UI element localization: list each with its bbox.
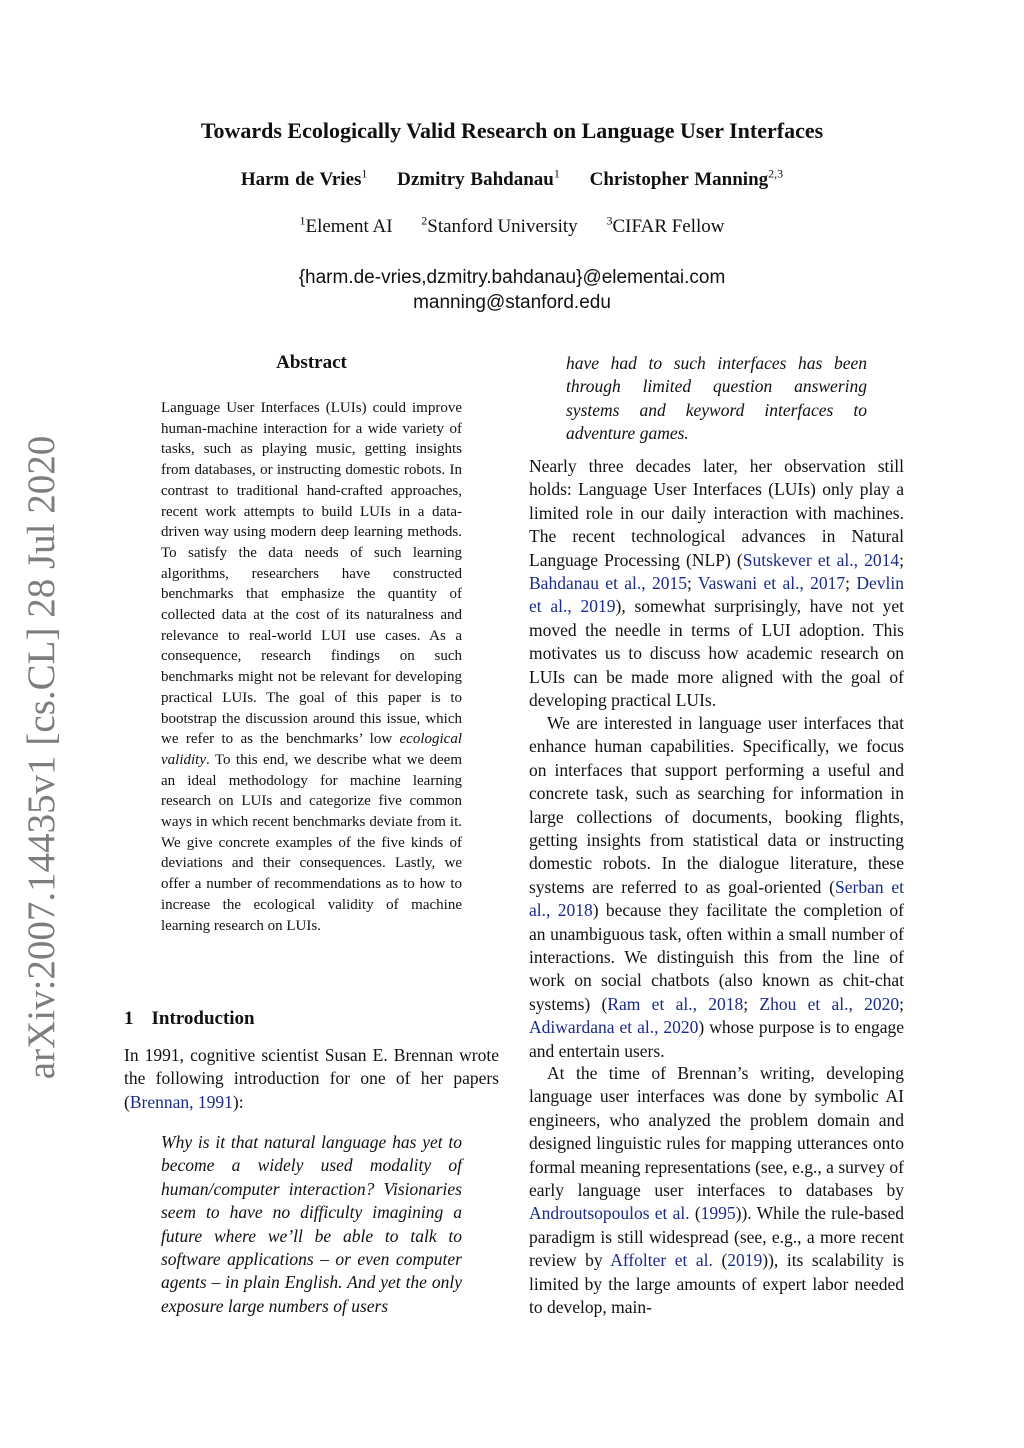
email-line: manning@stanford.edu: [413, 292, 611, 313]
author-emails: [0, 265, 1024, 315]
affiliation: $^1$Element AI: [299, 213, 393, 237]
author-name: Dzmitry Bahdanau$^1$: [397, 166, 560, 190]
email-line: {harm.de-vries,dzmitry.bahdanau}@elementai.com: [298, 267, 726, 288]
citation-link[interactable]: Devlin et al., 2019: [529, 573, 905, 617]
citation-link[interactable]: Bahdanau et al., 2015: [529, 573, 687, 594]
body-paragraph: Nearly three decades later, her observation still holds: Language User Interfaces (LUIs) only play a limited role in our daily interaction with machines. The recent technological advances in Natural Language Processing (NLP) (Sutskever et al., 2014; Bahdanau et al., 2015; Vaswani et al., 2017; Devlin et al., 2019), somewhat surprisingly, have not yet moved the needle in terms of LUI adoption. This motivates us to discuss how academic research on LUIs can be made more aligned with the goal of developing practical LUIs.: [529, 456, 905, 711]
section-heading: 1 Introduction: [124, 1008, 255, 1029]
citation-link[interactable]: Brennan, 1991: [129, 1091, 233, 1112]
emphasis-text: ecological validity: [161, 731, 462, 768]
body-paragraph: We are interested in language user interfaces that enhance human capabilities. Specifically, we focus on interfaces that support performing a useful and concrete task, such as searching for information in large collections of documents, booking flights, getting insights from statistical data or instructing domestic robots. In the dialogue literature, these systems are referred to as goal-oriented (Serban et al., 2018) because they facilitate the completion of an unambiguous task, often within a small number of interactions. We distinguish this from the line of work on social chatbots (also known as chit-chat systems) (Ram et al., 2018; Zhou et al., 2020; Adiwardana et al., 2020) whose purpose is to engage and entertain users.: [529, 713, 905, 1061]
citation-link[interactable]: Ram et al., 2018: [607, 993, 744, 1014]
intro-paragraph: In 1991, cognitive scientist Susan E. Brennan wrote the following introduction for one of her papers (Brennan, 1991):: [124, 1045, 499, 1112]
affiliation: $^3$CIFAR Fellow: [606, 213, 725, 237]
citation-link[interactable]: Zhou et al., 2020: [759, 993, 900, 1014]
citation-link[interactable]: Vaswani et al., 2017: [697, 573, 846, 594]
body-paragraph: At the time of Brennan’s writing, developing language user interfaces was done by symbolic AI engineers, who analyzed the problem domain and designed linguistic rules for mapping utterances onto formal meaning representations (see, e.g., a survey of early language user interfaces to databases by Androutsopoulos et al. (1995)). While the rule-based paradigm is still widespread (see, e.g., a more recent review by Affolter et al. (2019)), its scalability is limited by the large amounts of expert labor needed to develop, main-: [529, 1063, 905, 1318]
block-quote-part2: have had to such interfaces has been through limited question answering systems and keyword interfaces to adventure games.: [566, 353, 867, 444]
abstract-heading: Abstract: [276, 352, 347, 373]
author-name: Harm de Vries$^1$: [240, 166, 368, 190]
affiliation-list: [0, 213, 1024, 238]
paper-title: Towards Ecologically Valid Research on Language User Interfaces: [200, 118, 824, 143]
author-list: [0, 166, 1024, 191]
citation-link[interactable]: Adiwardana et al., 2020: [529, 1017, 699, 1038]
citation-link[interactable]: 2019: [727, 1250, 763, 1271]
citation-link[interactable]: Sutskever et al., 2014: [742, 549, 900, 570]
citation-link[interactable]: Androutsopoulos et al.: [529, 1203, 690, 1224]
citation-link[interactable]: Affolter et al.: [610, 1250, 713, 1271]
arxiv-identifier-stamp: arXiv:2007.14435v1 [cs.CL] 28 Jul 2020: [20, 435, 64, 1079]
abstract-body: Language User Interfaces (LUIs) could improve human-machine interaction for a wide variety of tasks, such as playing music, getting insights from databases, or instructing domestic robots. In contrast to traditional hand-crafted approaches, recent work attempts to build LUIs in a data-driven way using modern deep learning methods. To satisfy the data needs of such learning algorithms, researchers have constructed benchmarks that emphasize the quantity of collected data at the cost of its naturalness and relevance to real-world LUI use cases. As a consequence, research findings on such benchmarks might not be relevant for developing practical LUIs. The goal of this paper is to bootstrap the discussion around this issue, which we refer to as the benchmarks’ low ecological validity. To this end, we describe what we deem an ideal methodology for machine learning research on LUIs and categorize five common ways in which recent benchmarks deviate from it. We give concrete examples of the five kinds of deviations and their consequences. Lastly, we offer a number of recommendations as to how to increase the ecological validity of machine learning research on LUIs.: [161, 400, 462, 934]
citation-link[interactable]: Serban et al., 2018: [529, 876, 904, 921]
citation-link[interactable]: 1995: [700, 1203, 736, 1224]
affiliation: $^2$Stanford University: [421, 213, 578, 237]
block-quote-part1: Why is it that natural language has yet to become a widely used modality of human/computer interaction? Visionaries seem to have no difficulty imagining a future where we’ll be able to talk to software applications – or even computer agents – in plain English. And yet the only exposure large numbers of users: [161, 1132, 462, 1316]
author-name: Christopher Manning$^{2,3}$: [589, 166, 784, 190]
